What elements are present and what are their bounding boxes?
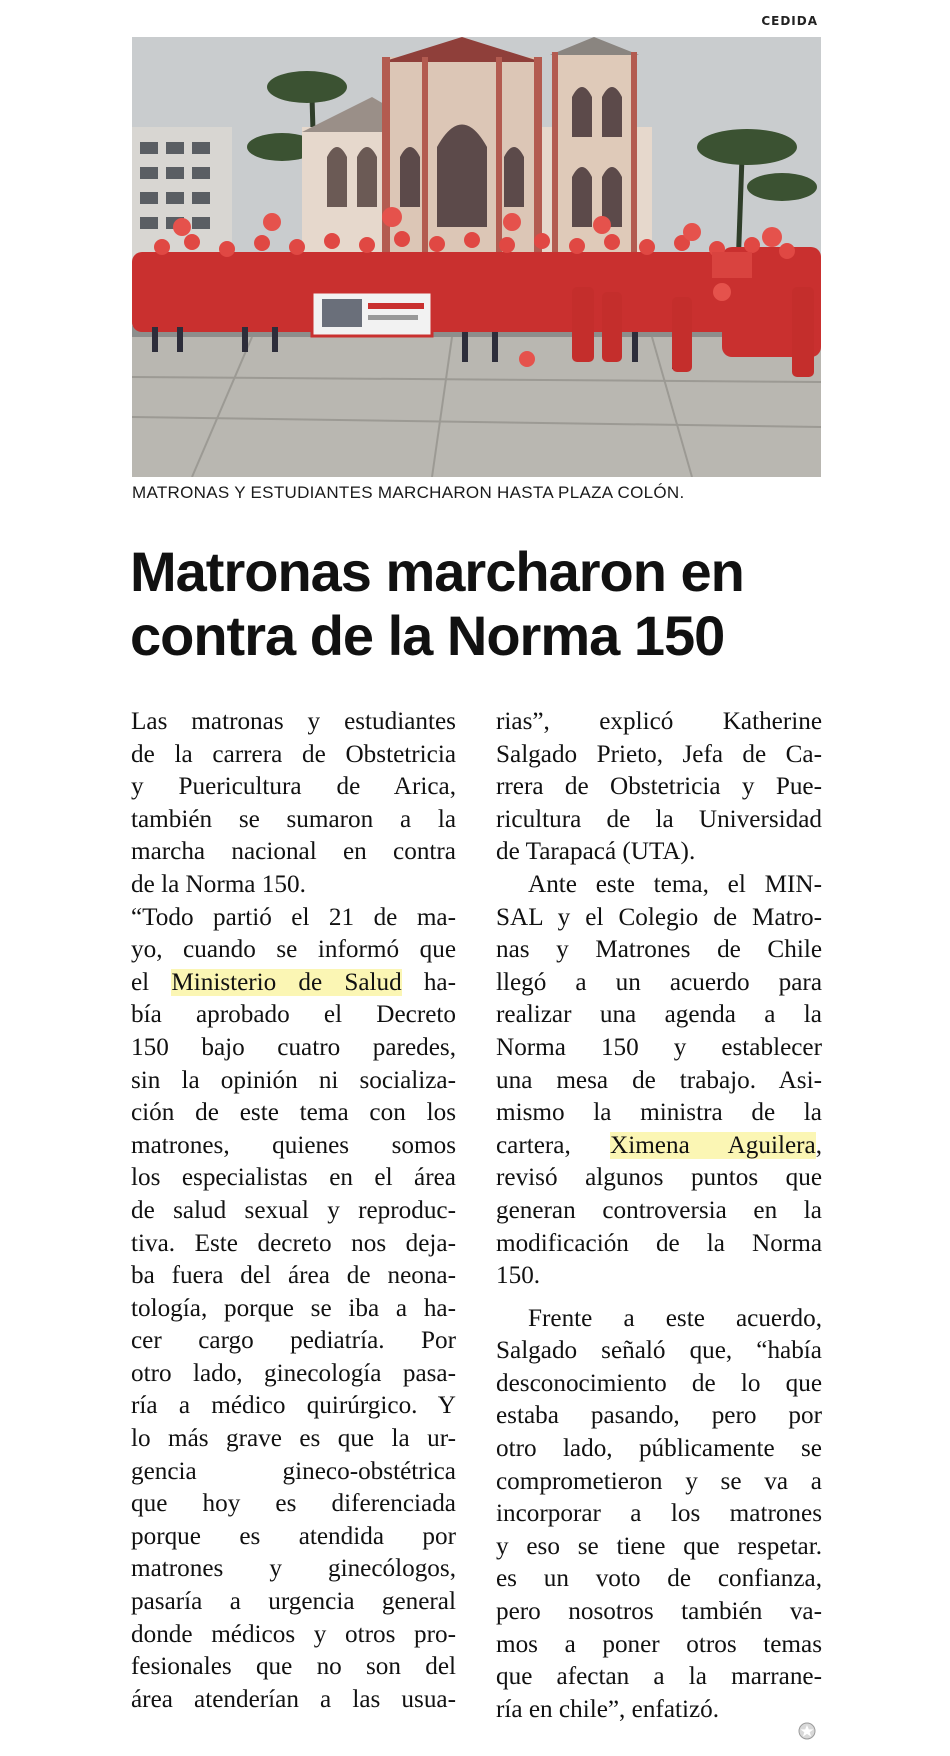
body-line: mismo la ministra de la <box>496 1099 822 1127</box>
body-line: otro lado, públicamente se <box>496 1435 822 1463</box>
body-line: estaba pasando, pero por <box>496 1402 822 1430</box>
body-line: gencia gineco-obstétrica <box>131 1457 456 1485</box>
body-line: de la carrera de Obstetricia <box>131 740 456 768</box>
photo-of-march-at-cathedral-icon <box>132 37 821 477</box>
body-line: 150. <box>496 1262 541 1290</box>
body-line: generan controversia en la <box>496 1196 822 1224</box>
body-line: matrones y ginecólogos, <box>131 1555 456 1583</box>
body-line: ría a médico quirúrgico. Y <box>131 1392 456 1420</box>
body-text: el <box>131 968 172 996</box>
body-line: donde médicos y otros pro- <box>131 1620 456 1648</box>
body-text: , <box>815 1131 822 1159</box>
body-line <box>131 967 456 1000</box>
body-line <box>496 1130 822 1163</box>
body-line: 150 bajo cuatro paredes, <box>131 1033 456 1061</box>
body-line: ricultura de la Universidad <box>496 805 822 833</box>
body-line: Norma 150 y establecer <box>496 1033 822 1061</box>
body-line: tiva. Este decreto nos deja- <box>131 1229 456 1257</box>
body-line: pasaría a urgencia general <box>131 1588 456 1616</box>
headline-line-2: contra de la Norma 150 <box>130 604 725 667</box>
body-line: y eso se tiene que respetar. <box>496 1532 822 1560</box>
body-line: ba fuera del área de neona- <box>131 1262 456 1290</box>
body-line: una mesa de trabajo. Asi- <box>496 1066 822 1094</box>
body-line: Ante este tema, el MIN- <box>528 870 822 898</box>
body-line: de salud sexual y reproduc- <box>131 1196 456 1224</box>
body-line: porque es atendida por <box>131 1522 456 1550</box>
body-line: nas y Matrones de Chile <box>496 936 822 964</box>
body-line: yo, cuando se informó que <box>131 936 456 964</box>
body-line: de Tarapacá (UTA). <box>496 838 696 866</box>
body-line: es un voto de confianza, <box>496 1565 822 1593</box>
body-line: marcha nacional en contra <box>131 838 456 866</box>
body-line: y Puericultura de Arica, <box>131 773 456 801</box>
body-line: rrera de Obstetricia y Pue- <box>496 773 822 801</box>
article-photo <box>132 37 821 477</box>
article-column-1 <box>131 706 456 1716</box>
body-line: Las matronas y estudiantes <box>131 708 456 735</box>
headline-line-1: Matronas marcharon en <box>130 540 744 603</box>
body-line: desconocimiento de lo que <box>496 1369 822 1397</box>
photo-credit: CEDIDA <box>761 14 818 28</box>
body-line: SAL y el Colegio de Matro- <box>496 903 822 931</box>
body-line: modificación de la Norma <box>496 1229 822 1257</box>
body-line: incorporar a los matrones <box>496 1500 822 1528</box>
body-text: cartera, <box>496 1131 611 1159</box>
body-line: fesionales que no son del <box>131 1653 456 1681</box>
body-line: de la Norma 150. <box>131 870 306 898</box>
body-line: pero nosotros también va- <box>496 1598 822 1626</box>
body-line: sin la opinión ni socializa- <box>131 1066 456 1094</box>
body-line: ría en chile”, enfatizó. <box>496 1695 720 1723</box>
body-line: que afectan a la marrane- <box>496 1663 822 1691</box>
highlighted-entity: Ximena Aguilera <box>610 1131 816 1159</box>
body-text: ha- <box>401 968 457 996</box>
body-line: mos a poner otros temas <box>496 1630 822 1658</box>
body-line: que hoy es diferenciada <box>131 1490 456 1518</box>
body-line: tología, porque se iba a ha- <box>131 1294 456 1322</box>
body-line: otro lado, ginecología pasa- <box>131 1359 456 1387</box>
photo-caption: MATRONAS Y ESTUDIANTES MARCHARON HASTA PLAZA COLÓN. <box>132 483 685 502</box>
body-line: cer cargo pediatría. Por <box>131 1327 456 1355</box>
body-line: comprometieron y se va a <box>496 1467 822 1495</box>
body-line: también se sumaron a la <box>131 805 456 833</box>
highlighted-entity: Ministerio de Salud <box>171 968 402 996</box>
body-line: rias”, explicó Katherine <box>496 708 822 735</box>
body-line: Salgado Prieto, Jefa de Ca- <box>496 740 822 768</box>
article-column-2 <box>496 706 822 1726</box>
body-line: realizar una agenda a la <box>496 1001 822 1029</box>
body-line: lo más grave es que la ur- <box>131 1425 456 1453</box>
body-line: ción de este tema con los <box>131 1099 456 1127</box>
body-line: “Todo partió el 21 de ma- <box>131 903 456 931</box>
body-line: bía aprobado el Decreto <box>131 1001 456 1029</box>
end-of-article-icon <box>798 1722 816 1740</box>
body-line: matrones, quienes somos <box>131 1131 456 1159</box>
article-headline <box>130 540 830 668</box>
body-line: llegó a un acuerdo para <box>496 968 822 996</box>
body-line: Frente a este acuerdo, <box>528 1304 822 1332</box>
body-line: área atenderían a las usua- <box>131 1685 456 1713</box>
body-line: revisó algunos puntos que <box>496 1164 822 1192</box>
body-line: los especialistas en el área <box>131 1164 456 1192</box>
body-line: Salgado señaló que, “había <box>496 1337 822 1365</box>
